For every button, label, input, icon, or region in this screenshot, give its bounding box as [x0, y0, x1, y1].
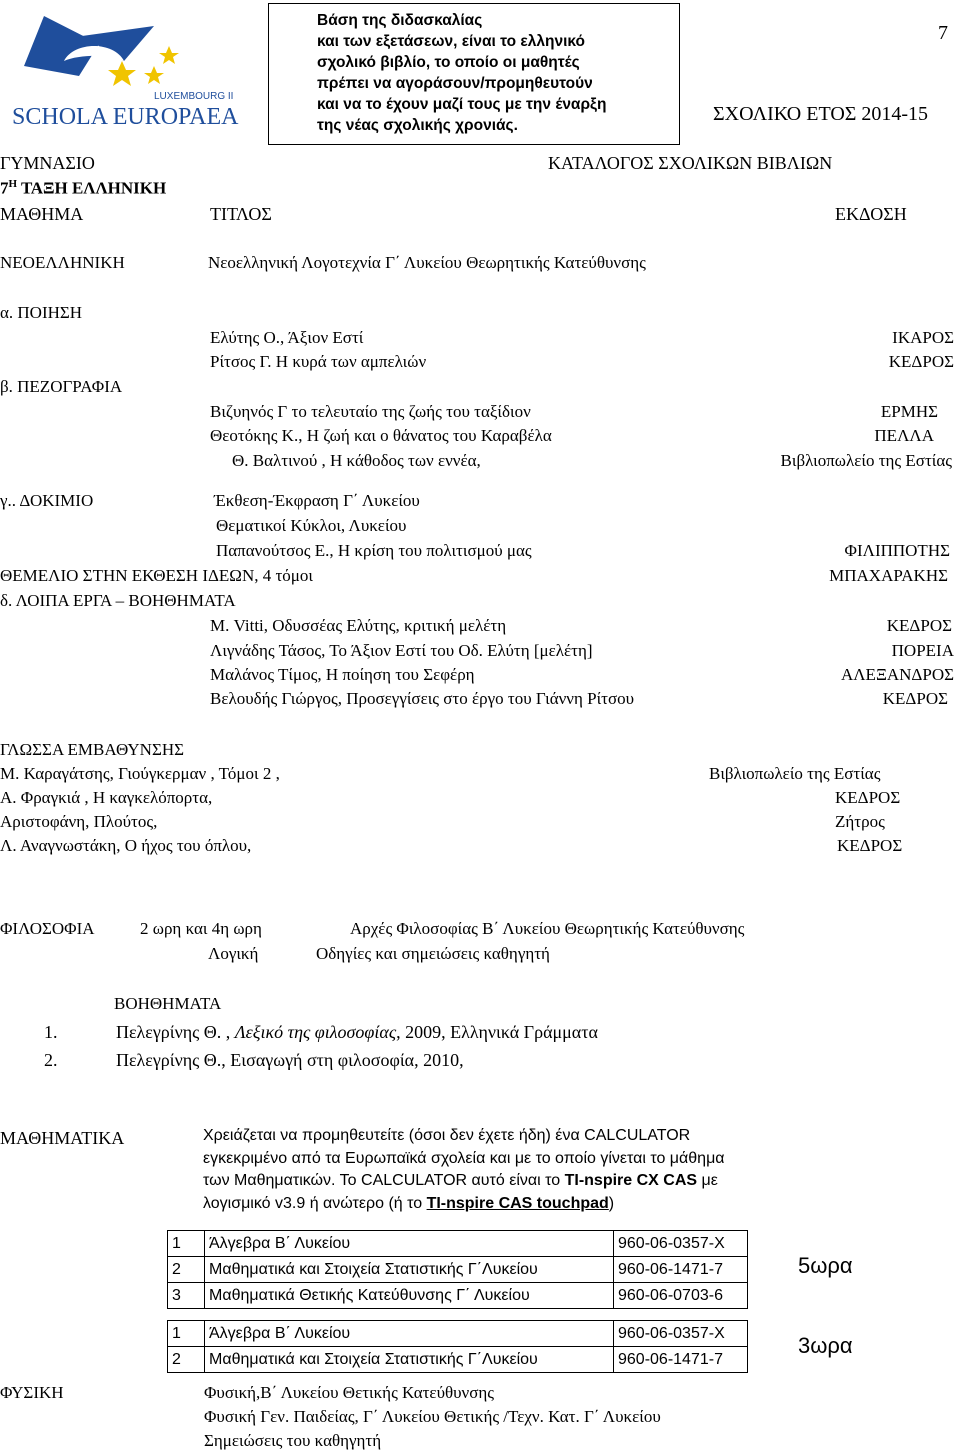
- math-3h-label: 3ωρα: [798, 1333, 853, 1358]
- logo-graphic: [4, 6, 244, 126]
- notice-line: πρέπει να αγοράσουν/προμηθευτούν: [317, 75, 593, 92]
- other-works-heading: δ. ΛΟΙΠΑ ΕΡΓΑ – ΒΟΗΘΗΜΑΤΑ: [0, 591, 236, 610]
- math-note-line: [203, 1195, 614, 1213]
- book-title: Α. Φραγκιά , Η καγκελόπορτα,: [0, 788, 213, 807]
- isbn: 960-06-0703-6: [614, 1283, 748, 1309]
- class-number: 7: [0, 178, 9, 198]
- header-title: ΤΙΤΛΟΣ: [210, 204, 272, 224]
- row-number: 2: [168, 1257, 205, 1283]
- notice-line: σχολικό βιβλίο, το οποίο οι μαθητές: [317, 54, 580, 71]
- book-publisher: Βιβλιοπωλείο της Εστίας: [780, 451, 952, 470]
- math-subject: ΜΑΘΗΜΑΤΙΚΑ: [0, 1128, 125, 1148]
- isbn: 960-06-1471-7: [614, 1257, 748, 1283]
- book-title: Άλγεβρα Β΄ Λυκείου: [205, 1231, 614, 1257]
- math-note-text: των Μαθηματικών. Το CALCULATOR αυτό είναι το: [203, 1172, 565, 1189]
- book-title: Λιγνάδης Τάσος, Το Άξιον Εστί του Οδ. Ελύτη [μελέτη]: [210, 641, 593, 660]
- notice-line: Βάση της διδασκαλίας: [317, 12, 483, 29]
- book-title: Μ. Καραγάτσης, Γιούγκερμαν , Τόμοι 2 ,: [0, 764, 280, 783]
- math-note-line: Χρειάζεται να προμηθευτείτε (όσοι δεν έχετε ήδη) ένα CALCULATOR: [203, 1127, 691, 1144]
- philosophy-hours: 2 ωρη και 4η ωρη: [140, 919, 262, 938]
- book-title: Έκθεση-Έκφραση Γ΄ Λυκείου: [214, 491, 420, 510]
- book-publisher: ΙΚΑΡΟΣ: [892, 328, 954, 347]
- aid-item: Πελεγρίνης Θ., Εισαγωγή στη φιλοσοφία, 2010,: [116, 1050, 464, 1070]
- book-title: Ρίτσος Γ. Η κυρά των αμπελιών: [210, 352, 427, 371]
- row-number: 1: [168, 1231, 205, 1257]
- language-heading: ΓΛΩΣΣΑ ΕΜΒΑΘΥΝΣΗΣ: [0, 740, 185, 759]
- school-name: ΓΥΜΝΑΣΙΟ: [0, 153, 95, 173]
- catalog-title: ΚΑΤΑΛΟΓΟΣ ΣΧΟΛΙΚΩΝ ΒΙΒΛΙΩΝ: [548, 153, 833, 173]
- book-publisher: Βιβλιοπωλείο της Εστίας: [709, 764, 881, 783]
- aids-heading: ΒΟΗΘΗΜΑΤΑ: [114, 994, 222, 1013]
- book-title: Άλγεβρα Β΄ Λυκείου: [205, 1321, 614, 1347]
- aid-number: 2.: [44, 1050, 58, 1070]
- isbn: 960-06-0357-Χ: [614, 1231, 748, 1257]
- book-title: Ελύτης Ο., Άξιον Εστί: [210, 328, 364, 347]
- calculator-alt-model: TI-nspire CAS touchpad: [426, 1195, 609, 1212]
- math-note-line: [203, 1172, 718, 1190]
- book-publisher: ΦΙΛΙΠΠΟΤΗΣ: [844, 541, 950, 560]
- table-row: [168, 1257, 748, 1283]
- class-rest: ΤΑΞΗ ΕΛΛΗΝΙΚΗ: [17, 178, 167, 198]
- book-title: Οδηγίες και σημειώσεις καθηγητή: [316, 944, 550, 963]
- isbn: 960-06-0357-Χ: [614, 1321, 748, 1347]
- logic-label: Λογική: [208, 944, 259, 963]
- physics-subject: ΦΥΣΙΚΗ: [0, 1383, 64, 1402]
- book-title: Θεματικοί Κύκλοι, Λυκείου: [216, 516, 407, 535]
- row-number: 2: [168, 1347, 205, 1373]
- logo-text-bottom: SCHOLA EUROPAEA: [12, 104, 239, 126]
- notice-line: και να το έχουν μαζί τους με την έναρξη: [317, 96, 607, 113]
- table-row: [168, 1347, 748, 1373]
- school-year: ΣΧΟΛΙΚΟ ΕΤΟΣ 2014-15: [713, 103, 929, 125]
- book-publisher: ΑΛΕΞΑΝΔΡΟΣ: [840, 665, 954, 684]
- essay-heading: γ.. ΔΟΚΙΜΙΟ: [0, 491, 94, 510]
- table-row: [168, 1321, 748, 1347]
- book-publisher: ΚΕΔΡΟΣ: [882, 689, 948, 708]
- book-publisher: ΠΟΡΕΙΑ: [891, 641, 954, 660]
- book-title: Σημειώσεις του καθηγητή: [204, 1431, 382, 1450]
- header-subject: ΜΑΘΗΜΑ: [0, 204, 84, 224]
- greek-subject: ΝΕΟΕΛΛΗΝΙΚΗ: [0, 253, 125, 272]
- math-3h-table: [167, 1320, 748, 1373]
- prose-heading: β. ΠΕΖΟΓΡΑΦΙΑ: [0, 377, 123, 396]
- poetry-heading: α. ΠΟΙΗΣΗ: [0, 303, 83, 322]
- book-title: Βιζυηνός Γ το τελευταίο της ζωής του ταξίδιον: [210, 402, 531, 421]
- row-number: 3: [168, 1283, 205, 1309]
- book-publisher: ΚΕΔΡΟΣ: [888, 352, 954, 371]
- book-title: Θεοτόκης Κ., Η ζωή και ο θάνατος του Καραβέλα: [210, 426, 552, 445]
- book-title: Λ. Αναγνωστάκη, Ο ήχος του όπλου,: [0, 836, 252, 855]
- book-publisher: ΚΕΔΡΟΣ: [886, 616, 952, 635]
- greek-main-book: Νεοελληνική Λογοτεχνία Γ΄ Λυκείου Θεωρητικής Κατεύθυνσης: [208, 253, 646, 272]
- logo-text-top: LUXEMBOURG II: [154, 91, 234, 102]
- book-title: Μαλάνος Τίμος, Η ποίηση του Σεφέρη: [210, 665, 475, 684]
- notice-line: της νέας σχολικής χρονιάς.: [317, 117, 518, 134]
- schola-europaea-logo: [4, 6, 244, 126]
- book-publisher: ΚΕΔΡΟΣ: [837, 836, 903, 855]
- book-title: Μ. Vitti, Οδυσσέας Ελύτης, κριτική μελέτη: [210, 616, 507, 635]
- math-note-text: με: [697, 1172, 718, 1189]
- math-note-line: εγκεκριμένο από τα Ευρωπαϊκά σχολεία και με το οποίο γίνεται το μάθημα: [203, 1150, 725, 1167]
- book-title: Μαθηματικά Θετικής Κατεύθυνσης Γ΄ Λυκείου: [205, 1283, 614, 1309]
- book-title: Αρχές Φιλοσοφίας Β΄ Λυκείου Θεωρητικής Κατεύθυνσης: [350, 919, 745, 938]
- book-title: Φυσική Γεν. Παιδείας, Γ΄ Λυκείου Θετικής /Τεχν. Κατ. Γ΄ Λυκείου: [204, 1407, 661, 1426]
- math-5h-table: [167, 1230, 748, 1309]
- foundations-book: ΘΕΜΕΛΙΟ ΣΤΗΝ ΕΚΘΕΣΗ ΙΔΕΩΝ, 4 τόμοι: [0, 566, 313, 585]
- class-superscript: Η: [8, 178, 18, 190]
- page-number: 7: [938, 22, 948, 44]
- book-title: Παπανούτσος Ε., Η κρίση του πολιτισμού μας: [216, 541, 532, 560]
- header-edition: ΕΚΔΟΣΗ: [835, 204, 907, 224]
- book-publisher: ΠΕΛΛΑ: [874, 426, 934, 445]
- book-title: Θ. Βαλτινού , Η κάθοδος των εννέα,: [232, 451, 481, 470]
- book-title: Φυσική,Β΄ Λυκείου Θετικής Κατεύθυνσης: [204, 1383, 495, 1402]
- isbn: 960-06-1471-7: [614, 1347, 748, 1373]
- math-note-text: λογισμικό v3.9 ή ανώτερο (ή το: [203, 1195, 427, 1212]
- book-title: Βελουδής Γιώργος, Προσεγγίσεις στο έργο του Γιάννη Ρίτσου: [210, 689, 635, 708]
- book-publisher: ΜΠΑΧΑΡΑΚΗΣ: [829, 566, 948, 585]
- book-publisher: ΕΡΜΗΣ: [880, 402, 938, 421]
- aid-number: 1.: [44, 1022, 58, 1042]
- notice-line: και των εξετάσεων, είναι το ελληνικό: [317, 33, 585, 50]
- math-5h-label: 5ωρα: [798, 1253, 853, 1278]
- book-title: Μαθηματικά και Στοιχεία Στατιστικής Γ΄Λυκείου: [205, 1257, 614, 1283]
- table-row: [168, 1231, 748, 1257]
- aid-title: Λεξικό της φιλοσοφίας: [234, 1022, 397, 1042]
- table-row: [168, 1283, 748, 1309]
- book-publisher: Ζήτρος: [835, 812, 885, 831]
- aid-item: [116, 1022, 598, 1043]
- math-note-text: ): [608, 1195, 615, 1212]
- aid-rest: , 2009, Ελληνικά Γράμματα: [396, 1022, 598, 1042]
- calculator-model: TI-nspire CX CAS: [564, 1172, 698, 1189]
- philosophy-subject: ΦΙΛΟΣΟΦΙΑ: [0, 919, 95, 938]
- aid-author: Πελεγρίνης Θ. ,: [116, 1022, 235, 1042]
- book-publisher: ΚΕΔΡΟΣ: [835, 788, 901, 807]
- book-title: Αριστοφάνη, Πλούτος,: [0, 812, 158, 831]
- class-heading: [0, 178, 166, 198]
- row-number: 1: [168, 1321, 205, 1347]
- book-title: Μαθηματικά και Στοιχεία Στατιστικής Γ΄Λυκείου: [205, 1347, 614, 1373]
- notice-box: [268, 3, 680, 145]
